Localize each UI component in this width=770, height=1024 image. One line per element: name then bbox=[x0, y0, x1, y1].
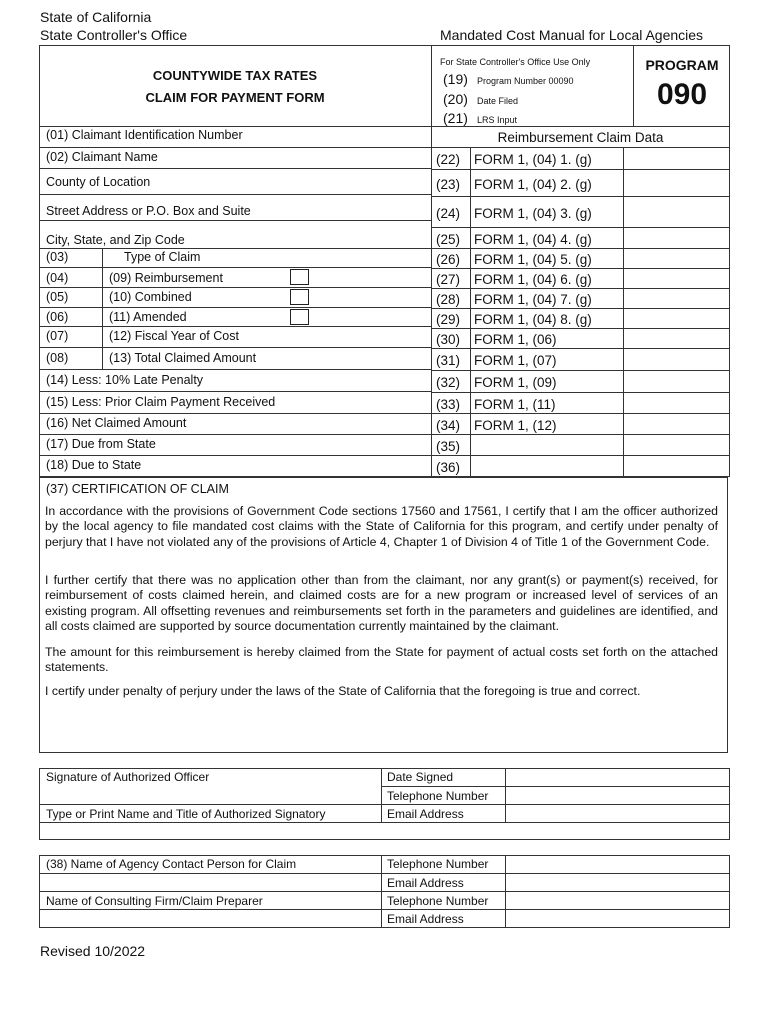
sco-item-21-num: (21) bbox=[443, 110, 468, 126]
reimbursement-row-num: (26) bbox=[436, 252, 461, 267]
reimbursement-row-label: FORM 1, (09) bbox=[474, 375, 557, 390]
reimbursement-row-num: (23) bbox=[436, 176, 461, 192]
reimbursement-row-num: (34) bbox=[436, 417, 461, 433]
reimbursement-row-label: FORM 1, (04) 7. (g) bbox=[474, 292, 592, 307]
reimbursement-row-label: FORM 1, (04) 8. (g) bbox=[474, 312, 592, 327]
office-name: State Controller's Office bbox=[40, 27, 188, 43]
reimbursement-row-label: FORM 1, (04) 5. (g) bbox=[474, 252, 592, 267]
fiscal-num: (07) bbox=[46, 329, 69, 343]
claim-type-num-05: (05) bbox=[46, 290, 69, 304]
cert-paragraph-3: The amount for this reimbursement is hereby claimed from the State for payment of actual costs set forth on the attached statements. bbox=[45, 645, 718, 675]
due-from-state-label: (17) Due from State bbox=[46, 437, 156, 451]
cert-paragraph-2: I further certify that there was no application other than from the claimant, nor any grant(s) or payment(s) received, for reimbursement of costs claimed herein, and claimed costs are for a new program or increased level of services of an existing program. All offsetting revenues and reimbursements set forth in the parameters and guidelines are identified, and all costs claimed are supported by source documentation currently maintained by the claimant. bbox=[45, 573, 718, 633]
sco-item-20-label: Date Filed bbox=[477, 96, 519, 106]
sco-use-label: For State Controller's Office Use Only bbox=[440, 57, 591, 67]
sco-item-19-num: (19) bbox=[443, 71, 468, 87]
street-label: Street Address or P.O. Box and Suite bbox=[46, 204, 251, 218]
fiscal-year-label: (12) Fiscal Year of Cost bbox=[109, 329, 239, 343]
due-to-state-label: (18) Due to State bbox=[46, 458, 142, 472]
reimbursement-row-num: (22) bbox=[436, 152, 461, 167]
reimbursement-row-num: (28) bbox=[436, 292, 461, 307]
total-claimed-label: (13) Total Claimed Amount bbox=[109, 351, 257, 365]
amended-label: (11) Amended bbox=[109, 310, 187, 324]
reimbursement-row-num: (29) bbox=[436, 312, 461, 327]
reimbursement-row-label: FORM 1, (11) bbox=[474, 396, 556, 412]
revised-date: Revised 10/2022 bbox=[40, 943, 146, 959]
net-claimed-label: (16) Net Claimed Amount bbox=[46, 416, 187, 430]
type-num: (03) bbox=[46, 250, 69, 264]
reimbursement-row-label: FORM 1, (04) 3. (g) bbox=[474, 205, 592, 221]
claimant-id-label: (01) Claimant Identification Number bbox=[46, 128, 243, 142]
cert-paragraph-4: I certify under penalty of perjury under the laws of the State of California that the foregoing is true and correct. bbox=[45, 684, 641, 698]
prior-payment-label: (15) Less: Prior Claim Payment Received bbox=[46, 395, 276, 409]
certification-title: (37) CERTIFICATION OF CLAIM bbox=[46, 482, 229, 496]
signature-email-label: Email Address bbox=[387, 807, 464, 821]
reimbursement-row-label: FORM 1, (07) bbox=[474, 353, 557, 368]
program-label: PROGRAM bbox=[645, 57, 719, 73]
reimbursement-checkbox[interactable] bbox=[290, 269, 309, 285]
claim-type-num-04: (04) bbox=[46, 271, 69, 285]
contact-person-label: (38) Name of Agency Contact Person for Claim bbox=[46, 857, 297, 871]
reimbursement-row-label: FORM 1, (06) bbox=[474, 332, 557, 347]
contact-email-label: Email Address bbox=[387, 876, 464, 890]
combined-checkbox[interactable] bbox=[290, 289, 309, 305]
reimbursement-row-num: (32) bbox=[436, 375, 461, 390]
claimant-name-label: (02) Claimant Name bbox=[46, 150, 158, 164]
state-name: State of California bbox=[40, 9, 152, 25]
reimbursement-row-label: FORM 1, (04) 2. (g) bbox=[474, 176, 592, 192]
print-name-label: Type or Print Name and Title of Authorized Signatory bbox=[46, 807, 326, 821]
reimbursement-row-num: (24) bbox=[436, 205, 461, 221]
reimbursement-row-num: (35) bbox=[436, 438, 461, 454]
program-number: 090 bbox=[656, 78, 708, 111]
type-label: Type of Claim bbox=[124, 250, 201, 264]
late-penalty-label: (14) Less: 10% Late Penalty bbox=[46, 373, 204, 387]
signature-officer-label: Signature of Authorized Officer bbox=[46, 770, 210, 784]
date-signed-label: Date Signed bbox=[387, 770, 454, 784]
reimbursement-row-num: (30) bbox=[436, 332, 461, 347]
total-num: (08) bbox=[46, 351, 69, 365]
reimbursement-row-label: FORM 1, (04) 1. (g) bbox=[474, 152, 592, 167]
signature-telephone-label: Telephone Number bbox=[387, 789, 489, 803]
manual-title: Mandated Cost Manual for Local Agencies bbox=[440, 27, 704, 43]
sco-item-20-num: (20) bbox=[443, 91, 468, 107]
form-title-line2: CLAIM FOR PAYMENT FORM bbox=[145, 90, 325, 105]
claim-type-num-06: (06) bbox=[46, 310, 69, 324]
contact-telephone-label: Telephone Number bbox=[387, 857, 489, 871]
form-title-line1: COUNTYWIDE TAX RATES bbox=[152, 68, 318, 83]
city-label: City, State, and Zip Code bbox=[46, 233, 185, 247]
reimbursement-row-num: (33) bbox=[436, 396, 461, 412]
sco-item-19-label: Program Number 00090 bbox=[477, 76, 574, 86]
sco-item-21-label: LRS Input bbox=[477, 115, 518, 125]
firm-email-label: Email Address bbox=[387, 912, 464, 926]
reimbursement-row-label: FORM 1, (04) 4. (g) bbox=[474, 231, 592, 247]
reimbursement-row-label: FORM 1, (04) 6. (g) bbox=[474, 272, 592, 287]
amended-checkbox[interactable] bbox=[290, 309, 309, 325]
consulting-firm-label: Name of Consulting Firm/Claim Preparer bbox=[46, 894, 263, 908]
reimbursement-row-num: (31) bbox=[436, 353, 461, 368]
reimbursement-row-num: (36) bbox=[436, 460, 461, 475]
reimbursement-row-num: (25) bbox=[436, 231, 461, 247]
cert-paragraph-1: In accordance with the provisions of Government Code sections 17560 and 17561, I certify that I am the officer authorized by the local agency to file mandated cost claims with the State of California for this program, and certify under penalty of perjury that I have not violated any of the provisions of Article 4, Chapter 1 of Division 4 of Title 1 of the Government Code. bbox=[45, 504, 718, 549]
reimbursement-row-label: FORM 1, (12) bbox=[474, 417, 557, 433]
reimbursement-data-title: Reimbursement Claim Data bbox=[497, 130, 664, 145]
reimbursement-label: (09) Reimbursement bbox=[109, 271, 223, 285]
reimbursement-row-num: (27) bbox=[436, 272, 461, 287]
firm-telephone-label: Telephone Number bbox=[387, 894, 489, 908]
county-label: County of Location bbox=[46, 175, 151, 189]
combined-label: (10) Combined bbox=[109, 290, 192, 304]
